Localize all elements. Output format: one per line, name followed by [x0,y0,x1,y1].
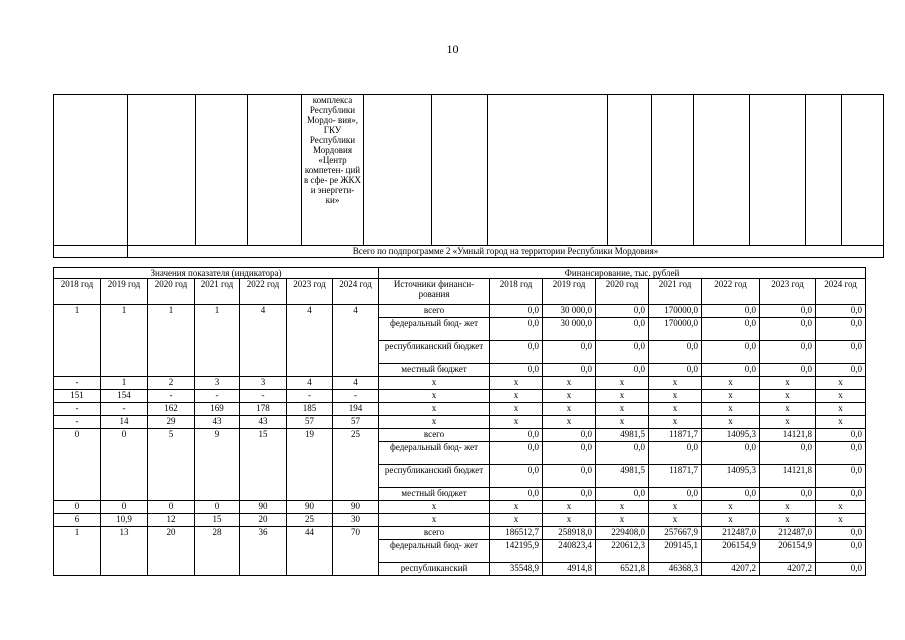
indicator-value: 90 [240,501,287,514]
funding-source: всего [379,305,490,318]
finance-value: 0,0 [816,429,866,442]
finance-value: 0,0 [702,341,760,364]
indicator-value: 0 [101,501,148,514]
finance-value: x [596,501,649,514]
finance-value: 4207,2 [702,563,760,576]
finance-value: x [702,514,760,527]
top-cell [364,95,432,246]
finance-value: 0,0 [816,488,866,501]
finance-value: 0,0 [702,364,760,377]
finance-value: 0,0 [816,364,866,377]
finance-value: x [490,514,543,527]
finance-value: x [702,416,760,429]
indicator-value: 4 [287,377,333,390]
indicator-value: 19 [287,429,333,501]
finance-value: 0,0 [760,318,816,341]
indicator-value: - [195,390,240,403]
fin-year-header: 2021 год [649,279,702,305]
finance-value: x [702,377,760,390]
indicator-value: - [287,390,333,403]
finance-value: 0,0 [816,341,866,364]
funding-source: x [379,377,490,390]
indicator-value: 151 [54,390,101,403]
funding-source: всего [379,429,490,442]
top-cell [842,95,884,246]
finance-value: 258918,0 [543,527,596,540]
indicator-value: 90 [333,501,379,514]
finance-value: 0,0 [649,364,702,377]
finance-value: 4981,5 [596,465,649,488]
responsible-org-cell: комплекса Республики Мордо- вия», ГКУ Республики Мордовия «Центр компетен- ций в сфе- ре ЖКХ и энергети- ки» [302,95,364,246]
finance-value: x [649,514,702,527]
finance-value: x [816,403,866,416]
finance-value: 0,0 [596,364,649,377]
indicator-value: - [54,403,101,416]
finance-value: 0,0 [596,488,649,501]
top-cell [652,95,694,246]
finance-value: x [596,514,649,527]
indicator-value: 0 [148,501,195,514]
finance-value: x [816,416,866,429]
funding-source: республиканский бюджет [379,341,490,364]
finance-value: 0,0 [543,488,596,501]
finance-value: x [596,416,649,429]
funding-source: республиканский [379,563,490,576]
finance-value: x [760,403,816,416]
finance-value: 0,0 [596,341,649,364]
indicator-value: 3 [240,377,287,390]
indicator-value: 185 [287,403,333,416]
finance-value: 257667,9 [649,527,702,540]
finance-value: 30 000,0 [543,305,596,318]
funding-source: x [379,390,490,403]
year-header: 2021 год [195,279,240,305]
indicator-value: 5 [148,429,195,501]
top-cell [248,95,302,246]
indicator-value: 10,9 [101,514,148,527]
top-cell [54,95,128,246]
top-cell [432,95,488,246]
indicator-value: 43 [240,416,287,429]
fin-year-header: 2022 год [702,279,760,305]
top-table [53,94,884,258]
year-header: 2024 год [333,279,379,305]
indicator-value: - [101,403,148,416]
indicator-value: 1 [101,305,148,377]
finance-group-header: Финансирование, тыс. рублей [379,268,866,279]
finance-value: 0,0 [760,305,816,318]
finance-value: x [543,377,596,390]
funding-source: x [379,403,490,416]
finance-value: 0,0 [596,318,649,341]
finance-value: 206154,9 [760,540,816,563]
indicator-value: 15 [240,429,287,501]
finance-value: 0,0 [543,429,596,442]
finance-value: 14121,8 [760,465,816,488]
finance-value: x [596,403,649,416]
finance-value: 4981,5 [596,429,649,442]
finance-value: 14121,8 [760,429,816,442]
indicator-value: 1 [195,305,240,377]
funding-source: местный бюджет [379,364,490,377]
indicator-value: 3 [195,377,240,390]
finance-value: 0,0 [816,442,866,465]
finance-value: 0,0 [649,341,702,364]
year-header: 2022 год [240,279,287,305]
finance-value: 170000,0 [649,305,702,318]
top-cell [806,95,842,246]
finance-value: x [543,514,596,527]
indicator-value: 0 [101,429,148,501]
finance-value: x [816,514,866,527]
finance-value: 0,0 [702,488,760,501]
finance-value: 0,0 [816,540,866,563]
finance-value: 0,0 [490,429,543,442]
indicator-value: 1 [54,305,101,377]
indicator-value: 2 [148,377,195,390]
top-cell [488,95,608,246]
indicator-value: 9 [195,429,240,501]
year-header: 2020 год [148,279,195,305]
finance-value: x [543,501,596,514]
finance-value: 170000,0 [649,318,702,341]
finance-value: 0,0 [596,442,649,465]
indicator-value: 0 [54,501,101,514]
top-cell [128,95,196,246]
indicator-value: 43 [195,416,240,429]
finance-value: 14095,3 [702,429,760,442]
finance-value: 0,0 [649,442,702,465]
finance-value: x [702,403,760,416]
indicator-value: - [54,416,101,429]
indicator-value: 12 [148,514,195,527]
funding-source: x [379,514,490,527]
indicator-value: 13 [101,527,148,576]
funding-source: федеральный бюд- жет [379,540,490,563]
funding-source: x [379,501,490,514]
indicator-value: 162 [148,403,195,416]
finance-value: 212487,0 [702,527,760,540]
finance-value: 0,0 [490,318,543,341]
indicator-value: 154 [101,390,148,403]
indicator-value: - [54,377,101,390]
finance-value: x [760,501,816,514]
indicator-value: 57 [287,416,333,429]
indicator-value: 25 [333,429,379,501]
finance-value: 0,0 [543,465,596,488]
finance-value: 4914,8 [543,563,596,576]
finance-value: 142195,9 [490,540,543,563]
finance-value: 0,0 [760,341,816,364]
indicator-value: 57 [333,416,379,429]
finance-value: 206154,9 [702,540,760,563]
finance-value: 0,0 [543,364,596,377]
indicator-value: 29 [148,416,195,429]
funding-source: x [379,416,490,429]
indicators-finance-table [53,267,866,576]
indicator-value: - [148,390,195,403]
finance-value: 220612,3 [596,540,649,563]
finance-value: 6521,8 [596,563,649,576]
finance-value: 0,0 [543,341,596,364]
subprogram-total-label: Всего по подпрограмме 2 «Умный город на территории Республики Мордовия» [128,246,884,258]
fin-year-header: 2024 год [816,279,866,305]
finance-value: x [649,390,702,403]
finance-value: 240823,4 [543,540,596,563]
finance-value: 0,0 [816,465,866,488]
finance-value: x [760,416,816,429]
finance-value: 209145,1 [649,540,702,563]
finance-value: 0,0 [702,305,760,318]
finance-value: 11871,7 [649,429,702,442]
finance-value: x [760,390,816,403]
finance-value: x [596,390,649,403]
top-cell [54,246,128,258]
year-header: 2023 год [287,279,333,305]
sources-header: Источники финанси- рования [379,279,490,305]
finance-value: x [816,501,866,514]
finance-value: 0,0 [816,563,866,576]
finance-value: 0,0 [816,318,866,341]
indicator-value: 178 [240,403,287,416]
finance-value: 35548,9 [490,563,543,576]
finance-value: 0,0 [490,364,543,377]
finance-value: 30 000,0 [543,318,596,341]
indicator-value: 1 [101,377,148,390]
indicator-value: 1 [148,305,195,377]
indicator-value: - [240,390,287,403]
finance-value: 0,0 [649,488,702,501]
page-number: 10 [446,42,459,56]
indicator-value: 0 [54,429,101,501]
finance-value: 0,0 [490,442,543,465]
finance-value: 0,0 [490,488,543,501]
finance-value: x [596,377,649,390]
finance-value: 0,0 [816,527,866,540]
indicator-value: 194 [333,403,379,416]
finance-value: 0,0 [816,305,866,318]
top-cell [196,95,248,246]
finance-value: x [816,390,866,403]
finance-value: x [702,501,760,514]
finance-value: x [543,403,596,416]
finance-value: x [543,416,596,429]
top-cell [608,95,652,246]
finance-value: x [649,501,702,514]
finance-value: x [543,390,596,403]
finance-value: x [649,416,702,429]
funding-source: всего [379,527,490,540]
finance-value: 4207,2 [760,563,816,576]
finance-value: 212487,0 [760,527,816,540]
finance-value: x [649,377,702,390]
finance-value: 0,0 [702,442,760,465]
finance-value: x [702,390,760,403]
indicator-value: 20 [240,514,287,527]
indicator-value: 6 [54,514,101,527]
finance-value: x [490,416,543,429]
indicator-value: 90 [287,501,333,514]
indicator-value: 1 [54,527,101,576]
finance-value: x [490,377,543,390]
finance-value: 14095,3 [702,465,760,488]
finance-value: 0,0 [490,465,543,488]
indicator-value: 14 [101,416,148,429]
year-header: 2018 год [54,279,101,305]
indicator-value: 36 [240,527,287,576]
indicator-value: 4 [333,377,379,390]
indicator-value: 25 [287,514,333,527]
finance-value: 0,0 [543,442,596,465]
top-cell [694,95,750,246]
indicator-value: 4 [333,305,379,377]
indicator-value: 15 [195,514,240,527]
fin-year-header: 2019 год [543,279,596,305]
fin-year-header: 2018 год [490,279,543,305]
indicator-value: 70 [333,527,379,576]
finance-value: x [816,377,866,390]
funding-source: федеральный бюд- жет [379,318,490,341]
indicator-value: 4 [287,305,333,377]
fin-year-header: 2023 год [760,279,816,305]
indicator-group-header: Значения показателя (индикатора) [54,268,379,279]
indicator-value: - [333,390,379,403]
finance-value: x [490,403,543,416]
funding-source: местный бюджет [379,488,490,501]
finance-value: 0,0 [760,364,816,377]
indicator-value: 28 [195,527,240,576]
indicator-value: 4 [240,305,287,377]
finance-value: x [649,403,702,416]
funding-source: федеральный бюд- жет [379,442,490,465]
year-header: 2019 год [101,279,148,305]
finance-value: x [490,501,543,514]
finance-value: 0,0 [596,305,649,318]
indicator-value: 20 [148,527,195,576]
indicator-value: 0 [195,501,240,514]
finance-value: x [760,377,816,390]
finance-value: 186512,7 [490,527,543,540]
fin-year-header: 2020 год [596,279,649,305]
indicator-value: 169 [195,403,240,416]
top-cell [750,95,806,246]
finance-value: 229408,0 [596,527,649,540]
finance-value: x [760,514,816,527]
finance-value: 0,0 [760,488,816,501]
funding-source: республиканский бюджет [379,465,490,488]
finance-value: 11871,7 [649,465,702,488]
finance-value: 0,0 [490,341,543,364]
indicator-value: 44 [287,527,333,576]
finance-value: 0,0 [702,318,760,341]
finance-value: x [490,390,543,403]
indicator-value: 30 [333,514,379,527]
finance-value: 0,0 [490,305,543,318]
finance-value: 46368,3 [649,563,702,576]
finance-value: 0,0 [760,442,816,465]
